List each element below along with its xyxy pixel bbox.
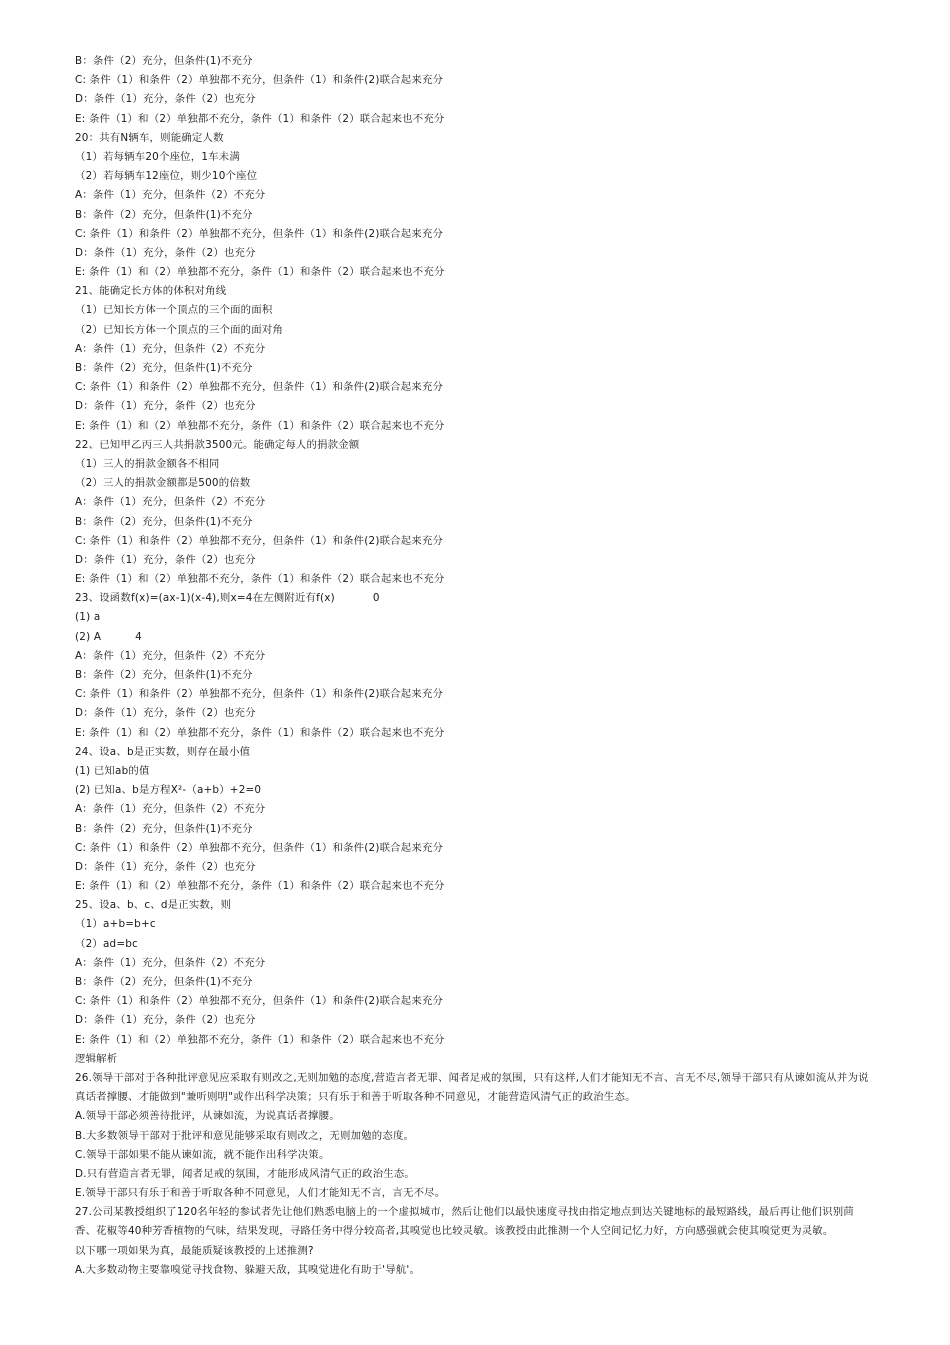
text-line: 逻辑解析	[75, 1052, 118, 1065]
text-line: B：条件（2）充分，但条件(1)不充分	[75, 822, 253, 835]
text-line: 20：共有N辆车，则能确定人数	[75, 131, 224, 144]
text-line: A：条件（1）充分，但条件（2）不充分	[75, 649, 266, 662]
text-line: C: 条件（1）和条件（2）单独都不充分，但条件（1）和条件(2)联合起来充分	[75, 534, 444, 547]
text-line: B：条件（2）充分，但条件(1)不充分	[75, 515, 253, 528]
text-line: 以下哪一项如果为真，最能质疑该教授的上述推测?	[75, 1244, 314, 1257]
text-line: C: 条件（1）和条件（2）单独都不充分，但条件（1）和条件(2)联合起来充分	[75, 227, 444, 240]
text-line: B：条件（2）充分，但条件(1)不充分	[75, 362, 253, 374]
text-line: A：条件（1）充分，但条件（2）不充分	[75, 342, 266, 355]
question-26-options	[75, 1107, 875, 1203]
text-line: B：条件（2）充分，但条件(1)不充分	[75, 669, 253, 681]
text-line: E: 条件（1）和（2）单独都不充分，条件（1）和条件（2）联合起来也不充分	[75, 266, 445, 279]
text-line: E: 条件（1）和（2）单独都不充分，条件（1）和条件（2）联合起来也不充分	[75, 112, 445, 125]
question-block-23-25	[75, 647, 875, 1069]
text-line: D：条件（1）充分，条件（2）也充分	[75, 400, 256, 413]
text-line: E: 条件（1）和（2）单独都不充分，条件（1）和条件（2）联合起来也不充分	[75, 1033, 445, 1046]
option-line: A.领导干部必须善待批评，从谏如流，为说真话者撑腰。	[75, 1110, 340, 1123]
text-line: (2) 已知a、b是方程X²-（a+b）+2=0	[75, 784, 262, 797]
question-23-condition-2: (2) A 4	[75, 630, 142, 643]
text-line: （1）三人的捐款金额各不相同	[75, 457, 220, 470]
text-line: C: 条件（1）和条件（2）单独都不充分，但条件（1）和条件(2)联合起来充分	[75, 74, 444, 87]
text-line: D：条件（1）充分，条件（2）也充分	[75, 707, 256, 720]
text-line: 21、能确定长方体的体积对角线	[75, 285, 227, 298]
text-line: C: 条件（1）和条件（2）单独都不充分，但条件（1）和条件(2)联合起来充分	[75, 381, 444, 394]
text-line: A.大多数动物主要靠嗅觉寻找食物、躲避天敌，其嗅觉进化有助于'导航'。	[75, 1263, 421, 1276]
text-line: （2）已知长方体一个顶点的三个面的面对角	[75, 323, 284, 336]
text-line: C: 条件（1）和条件（2）单独都不充分，但条件（1）和条件(2)联合起来充分	[75, 841, 444, 854]
text-line: E: 条件（1）和（2）单独都不充分，条件（1）和条件（2）联合起来也不充分	[75, 573, 445, 586]
text-line: （2）若每辆车12座位，则少10个座位	[75, 170, 258, 183]
text-line: A：条件（1）充分，但条件（2）不充分	[75, 956, 266, 969]
text-line: D：条件（1）充分，条件（2）也充分	[75, 553, 256, 566]
text-line: （1）a+b=b+c	[75, 918, 156, 931]
question-27-options	[75, 1242, 875, 1280]
question-23-condition-1: (1) a	[75, 611, 101, 624]
text-line: 22、已知甲乙丙三人共捐款3500元。能确定每人的捐款金额	[75, 438, 360, 451]
text-line: (1) 已知ab的值	[75, 764, 150, 777]
text-line: E: 条件（1）和（2）单独都不充分，条件（1）和条件（2）联合起来也不充分	[75, 726, 445, 739]
text-line: （1）若每辆车20个座位，1车未满	[75, 150, 240, 163]
option-line: D.只有营造言者无罪，闻者足戒的氛围，才能形成风清气正的政治生态。	[75, 1167, 416, 1180]
text-line: A：条件（1）充分，但条件（2）不充分	[75, 496, 266, 509]
text-line: E: 条件（1）和（2）单独都不充分，条件（1）和条件（2）联合起来也不充分	[75, 419, 445, 432]
text-line: E: 条件（1）和（2）单独都不充分，条件（1）和条件（2）联合起来也不充分	[75, 880, 445, 893]
text-line: C: 条件（1）和条件（2）单独都不充分，但条件（1）和条件(2)联合起来充分	[75, 688, 444, 701]
option-line: E.领导干部只有乐于和善于听取各种不同意见，人们才能知无不言，言无不尽。	[75, 1187, 446, 1200]
question-23-title: 23、设函数f(x)=(ax-1)(x-4),则x=4在左侧附近有f(x) 0	[75, 592, 380, 605]
text-line: （1）已知长方体一个顶点的三个面的面积	[75, 304, 273, 317]
text-line: C: 条件（1）和条件（2）单独都不充分，但条件（1）和条件(2)联合起来充分	[75, 995, 444, 1008]
text-line: D：条件（1）充分，条件（2）也充分	[75, 93, 256, 106]
logic-question-27: 27.公司某教授组织了120名年轻的参试者先让他们熟悉电脑上的一个虚拟城市，然后让他们以最快速度寻找由指定地点到达关键地标的最短路线，最后再让他们识别茴香、花椒等40种芳香植物的气味，结果发现，寻路任务中得分较高者,其嗅觉也比较灵敏。该教授由此推测一个人空间记忆力好，方向感强就会使其嗅觉更为灵敏。	[75, 1206, 854, 1238]
text-line: D：条件（1）充分，条件（2）也充分	[75, 1014, 256, 1027]
text-line: D：条件（1）充分，条件（2）也充分	[75, 860, 256, 873]
text-line: B：条件（2）充分，但条件(1)不充分	[75, 976, 253, 988]
logic-question-26: 26.领导干部对于各种批评意见应采取有则改之,无则加勉的态度,营造言者无罪、闻者足戒的氛围，只有这样,人们才能知无不言、言无不尽,领导干部只有从谏如流从并为说真话者撑腰、才能做到"兼听则明"或作出科学决策；只有乐于和善于听取各种不同意见，才能营造风清气正的政治生态。	[75, 1071, 869, 1104]
text-line: D：条件（1）充分，条件（2）也充分	[75, 246, 256, 259]
text-line: （2）ad=bc	[75, 937, 138, 950]
option-line: C.领导干部如果不能从谏如流，就不能作出科学决策。	[75, 1148, 330, 1161]
text-line: （2）三人的捐款金额都是500的倍数	[75, 477, 251, 490]
text-line: 25、设a、b、c、d是正实数，则	[75, 899, 232, 912]
option-line: B.大多数领导干部对于批评和意见能够采取有则改之，无则加勉的态度。	[75, 1129, 415, 1142]
question-block-19-22	[75, 52, 875, 589]
text-line: A：条件（1）充分，但条件（2）不充分	[75, 803, 266, 816]
text-line: A：条件（1）充分，但条件（2）不充分	[75, 189, 266, 202]
text-line: B：条件（2）充分，但条件(1)不充分	[75, 208, 253, 221]
text-line: B：条件（2）充分，但条件(1)不充分	[75, 55, 253, 67]
text-line: 24、设a、b是正实数，则存在最小值	[75, 745, 251, 758]
